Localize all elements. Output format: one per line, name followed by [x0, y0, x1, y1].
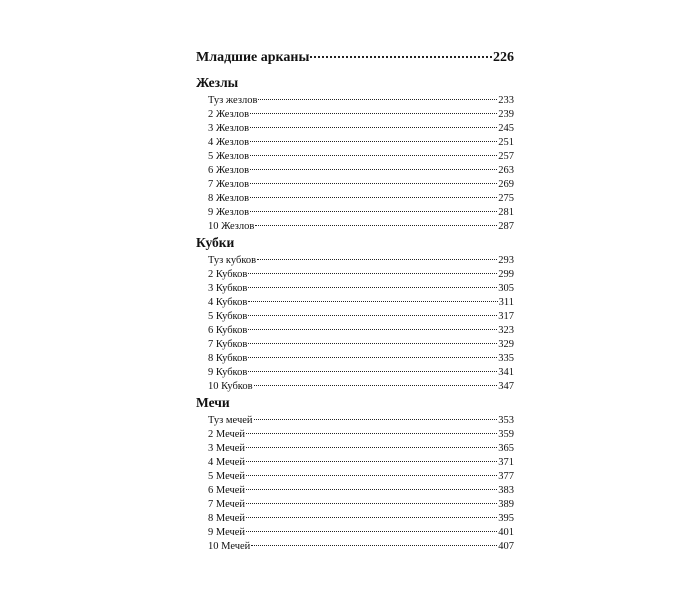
toc-entry-page: 353 — [498, 414, 514, 426]
dot-leader — [248, 277, 497, 288]
dot-leader — [254, 375, 498, 386]
toc-section — [196, 234, 514, 392]
toc-section — [196, 74, 514, 232]
toc-entry-page: 389 — [498, 498, 514, 510]
dot-leader — [246, 479, 497, 490]
dot-leader — [250, 187, 497, 198]
toc-entry-label: 3 Жезлов — [208, 122, 250, 134]
toc-entry-label: 5 Жезлов — [208, 150, 250, 162]
dot-leader — [258, 89, 497, 100]
toc-main-page: 226 — [493, 50, 514, 66]
dot-leader — [246, 521, 497, 532]
dot-leader — [248, 263, 497, 274]
toc-entry-page: 281 — [498, 206, 514, 218]
toc-entry-label: 10 Жезлов — [208, 220, 255, 232]
toc-entry-label: 9 Кубков — [208, 366, 248, 378]
dot-leader — [246, 437, 497, 448]
toc-entry-page: 287 — [498, 220, 514, 232]
dot-leader — [246, 451, 497, 462]
toc-entry-label: 5 Мечей — [208, 470, 246, 482]
dot-leader — [250, 145, 497, 156]
dot-leader — [250, 103, 497, 114]
toc-entry-page: 365 — [498, 442, 514, 454]
dot-leader — [250, 173, 497, 184]
dot-leader — [246, 493, 497, 504]
dot-leader — [250, 131, 497, 142]
toc-entry-label: 8 Мечей — [208, 512, 246, 524]
toc-entry[interactable] — [196, 218, 514, 232]
toc-entry-label: 4 Мечей — [208, 456, 246, 468]
toc-entry-page: 359 — [498, 428, 514, 440]
dot-leader — [255, 215, 497, 226]
dot-leader — [251, 535, 497, 546]
toc-entry-label: Туз кубков — [208, 254, 257, 266]
toc-entry-label: 9 Жезлов — [208, 206, 250, 218]
toc-entry-page: 401 — [498, 526, 514, 538]
toc-entry-page: 275 — [498, 192, 514, 204]
toc-entry-page: 311 — [498, 296, 514, 308]
toc-entry-label: 8 Кубков — [208, 352, 248, 364]
toc-entry-label: 5 Кубков — [208, 310, 248, 322]
toc-entry-page: 299 — [498, 268, 514, 280]
toc-entry-label: 4 Кубков — [208, 296, 248, 308]
toc-entry-page: 233 — [498, 94, 514, 106]
toc-sections — [196, 74, 514, 552]
dot-leader — [250, 201, 497, 212]
dot-leader — [257, 249, 497, 260]
toc-entry-page: 329 — [498, 338, 514, 350]
toc-entry[interactable] — [196, 378, 514, 392]
toc-entry-label: 3 Мечей — [208, 442, 246, 454]
dot-leader — [246, 507, 497, 518]
dot-leader — [248, 291, 497, 302]
toc-entry-page: 395 — [498, 512, 514, 524]
toc-entry-label: 2 Кубков — [208, 268, 248, 280]
dot-leader — [248, 305, 497, 316]
toc-entry-page: 341 — [498, 366, 514, 378]
toc-entry-page: 269 — [498, 178, 514, 190]
toc-entry-label: Туз мечей — [208, 414, 253, 426]
dot-leader — [246, 465, 497, 476]
dot-leader — [250, 117, 497, 128]
toc-entry-page: 377 — [498, 470, 514, 482]
toc-entry-label: 6 Жезлов — [208, 164, 250, 176]
dot-leader — [254, 409, 498, 420]
toc-entry-label: 8 Жезлов — [208, 192, 250, 204]
toc-entry-label: 7 Мечей — [208, 498, 246, 510]
section-title: Мечи — [196, 395, 230, 410]
toc-entry-page: 257 — [498, 150, 514, 162]
toc-entry-label: 3 Кубков — [208, 282, 248, 294]
toc-entry-label: 7 Кубков — [208, 338, 248, 350]
toc-entry-page: 305 — [498, 282, 514, 294]
toc-entry-page: 347 — [498, 380, 514, 392]
toc-entry-label: Туз жезлов — [208, 94, 258, 106]
toc-entry-label: 2 Мечей — [208, 428, 246, 440]
toc-entry-page: 293 — [498, 254, 514, 266]
toc-entry-label: 7 Жезлов — [208, 178, 250, 190]
dot-leader — [248, 361, 497, 372]
toc-entry-label: 6 Мечей — [208, 484, 246, 496]
dot-leader — [248, 333, 497, 344]
toc-main-label: Младшие арканы — [196, 50, 310, 66]
toc-entry-label: 2 Жезлов — [208, 108, 250, 120]
toc-main-entry[interactable] — [196, 46, 514, 68]
toc-entry-page: 407 — [498, 540, 514, 552]
dot-leader — [248, 347, 497, 358]
toc-entry-page: 371 — [498, 456, 514, 468]
toc-entry-label: 10 Мечей — [208, 540, 251, 552]
toc-entry-page: 251 — [498, 136, 514, 148]
toc-entry-page: 383 — [498, 484, 514, 496]
toc-entry-page: 263 — [498, 164, 514, 176]
dot-leader — [310, 43, 492, 58]
toc-entry[interactable] — [196, 538, 514, 552]
toc-entry-page: 335 — [498, 352, 514, 364]
toc-entry-page: 317 — [498, 310, 514, 322]
toc-section — [196, 394, 514, 552]
section-title: Жезлы — [196, 75, 239, 90]
table-of-contents — [196, 46, 514, 554]
dot-leader — [250, 159, 497, 170]
toc-entry-label: 10 Кубков — [208, 380, 253, 392]
toc-entry-page: 239 — [498, 108, 514, 120]
toc-entry-page: 245 — [498, 122, 514, 134]
dot-leader — [248, 319, 497, 330]
toc-entry-label: 9 Мечей — [208, 526, 246, 538]
toc-entry-label: 6 Кубков — [208, 324, 248, 336]
dot-leader — [246, 423, 497, 434]
toc-entry-page: 323 — [498, 324, 514, 336]
section-title: Кубки — [196, 235, 235, 250]
toc-entry-label: 4 Жезлов — [208, 136, 250, 148]
